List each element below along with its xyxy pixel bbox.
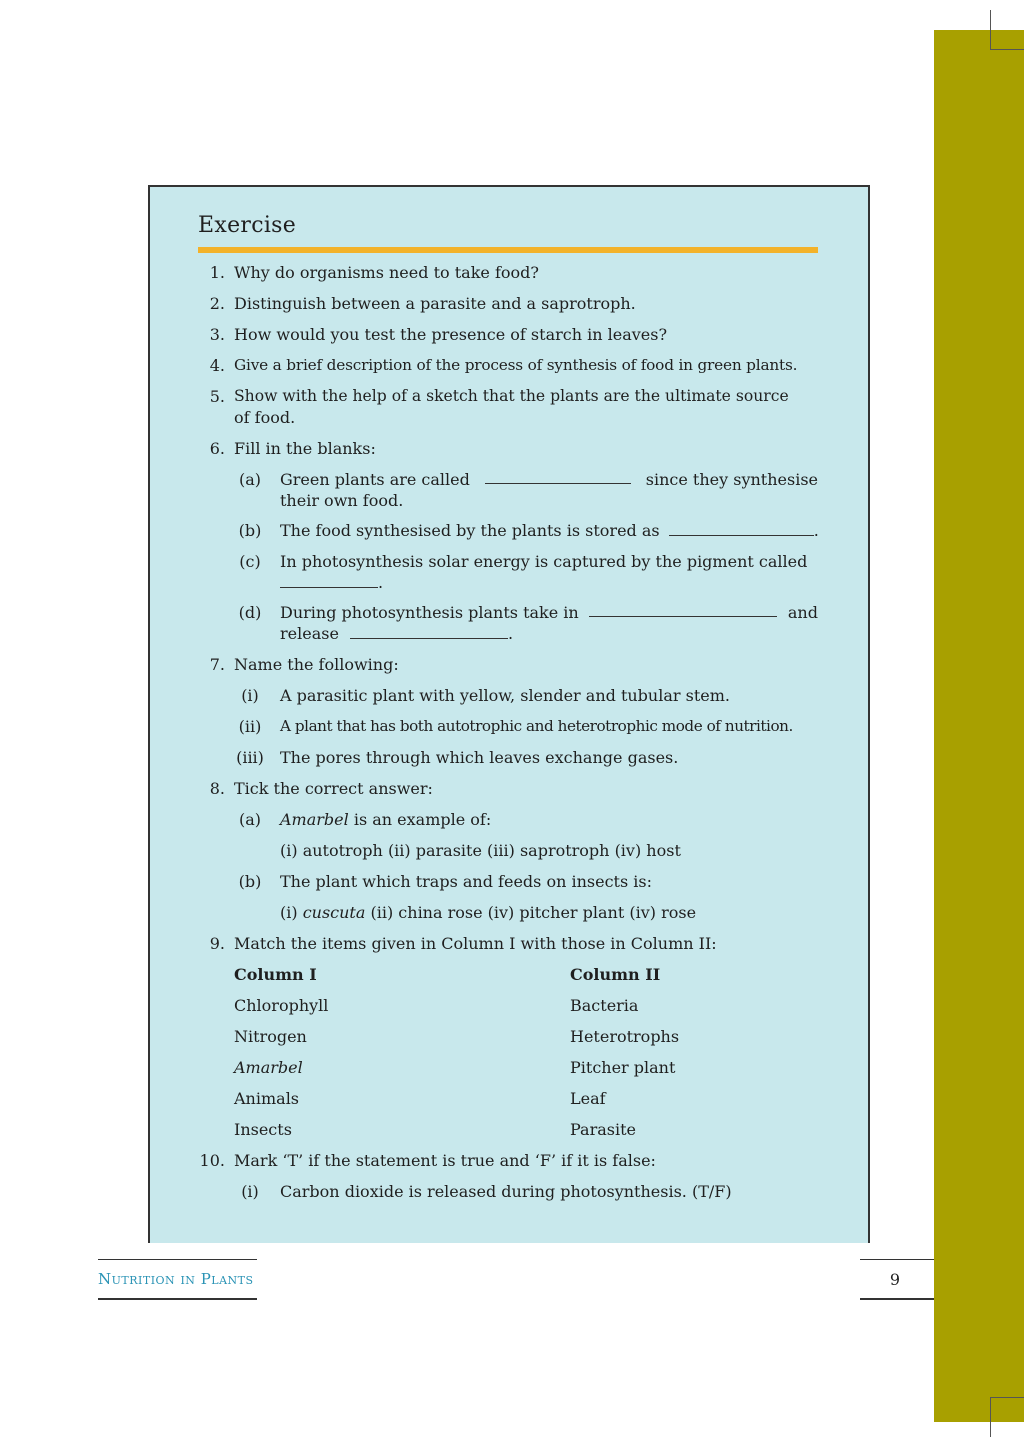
sub-label-text: (b): [238, 872, 262, 891]
blank-line: [350, 624, 508, 639]
question-text: Why do organisms need to take food?: [234, 263, 539, 282]
crop-mark: [990, 49, 1024, 50]
question-number: 5.: [209, 387, 225, 406]
title-underline-bar: [198, 247, 818, 253]
mcq-a-options: (i) autotroph (ii) parasite (iii) saprotroph (iv) host: [280, 841, 681, 860]
fill-blank-d-line2: [280, 623, 513, 644]
mcq-b-options: [280, 902, 696, 923]
mcq-text: is an example of:: [348, 810, 492, 829]
fill-blank-d: [280, 602, 818, 623]
question-number: 2.: [209, 294, 225, 313]
fill-end: .: [378, 573, 384, 592]
question-number: 7.: [209, 655, 225, 674]
crop-mark: [990, 1397, 991, 1437]
blank-line: [669, 521, 814, 536]
name-item-iii: The pores through which leaves exchange gases.: [280, 748, 679, 767]
question-number: 6.: [209, 439, 225, 458]
column-1-item: Chlorophyll: [234, 996, 329, 1015]
mcq-a-question: [280, 809, 491, 830]
option-text: (ii) china rose (iv) pitcher plant (iv) rose: [365, 903, 697, 922]
question-text: Fill in the blanks:: [234, 439, 376, 458]
crop-mark: [990, 10, 991, 50]
blank-line: [280, 573, 378, 588]
page-rule-top: [860, 1259, 934, 1260]
fill-blank-b: [280, 520, 819, 541]
italic-term: cuscuta: [302, 903, 366, 922]
sub-label-text: (b): [238, 521, 262, 540]
question-number: 4.: [209, 356, 225, 375]
question-number: 1.: [209, 263, 225, 282]
question-number: 9.: [209, 934, 225, 953]
question-text: How would you test the presence of starch in leaves?: [234, 325, 668, 344]
column-1-item: Animals: [234, 1089, 300, 1108]
mcq-b-question: The plant which traps and feeds on insects is:: [280, 872, 652, 891]
column-1-header: Column I: [234, 965, 317, 984]
question-text: Distinguish between a parasite and a saprotroph.: [234, 294, 636, 313]
column-1-item: Insects: [234, 1120, 292, 1139]
sub-label-text: (i): [241, 686, 259, 705]
fill-text: The food synthesised by the plants is stored as: [280, 521, 660, 540]
fill-text: During photosynthesis plants take in: [280, 603, 579, 622]
column-2-item: Parasite: [570, 1120, 636, 1139]
column-2-header: Column II: [570, 965, 661, 984]
fill-end: .: [508, 624, 514, 643]
question-text: Give a brief description of the process of synthesis of food in green plants.: [234, 356, 798, 374]
page-rule-bottom: [860, 1298, 934, 1300]
fill-text: and: [787, 603, 818, 622]
column-2-item: Heterotrophs: [570, 1027, 680, 1046]
fill-text-line2: their own food.: [280, 491, 404, 510]
footer-rule-top: [98, 1259, 257, 1260]
question-number: 3.: [209, 325, 225, 344]
fill-blank-c: In photosynthesis solar energy is captured by the pigment called: [280, 552, 808, 571]
exercise-box: [148, 185, 870, 1243]
question-number: 10.: [199, 1151, 225, 1170]
chapter-title: Nutrition in Plants: [98, 1270, 254, 1288]
blank-line: [485, 469, 631, 484]
fill-end: .: [813, 521, 819, 540]
question-text-line2: of food.: [234, 408, 296, 427]
column-1-item: Nitrogen: [234, 1027, 307, 1046]
column-2-item: Leaf: [570, 1089, 606, 1108]
question-text: Match the items given in Column I with those in Column II:: [234, 934, 717, 953]
italic-term: Amarbel: [280, 810, 349, 829]
column-2-item: Pitcher plant: [570, 1058, 676, 1077]
sub-label-text: (c): [239, 552, 261, 571]
page-number: 9: [889, 1270, 901, 1289]
side-color-band: [934, 30, 1024, 1422]
fill-text: Green plants are called: [280, 470, 470, 489]
fill-text: release: [280, 624, 339, 643]
option-text: (i): [280, 903, 303, 922]
exercise-title: Exercise: [198, 213, 297, 238]
fill-text: since they synthesise: [645, 470, 818, 489]
sub-label-text: (ii): [238, 717, 262, 736]
question-number: 8.: [209, 779, 225, 798]
name-item-ii: A plant that has both autotrophic and heterotrophic mode of nutrition.: [280, 717, 793, 735]
sub-label-text: (a): [238, 470, 262, 489]
question-text-line1: Show with the help of a sketch that the plants are the ultimate source: [234, 387, 789, 405]
question-text: Name the following:: [234, 655, 399, 674]
question-text: Mark ‘T’ if the statement is true and ‘F’ if it is false:: [234, 1151, 656, 1170]
sub-label-text: (iii): [236, 748, 264, 767]
sub-label-text: (a): [238, 810, 262, 829]
footer-rule-bottom: [98, 1298, 257, 1300]
name-item-i: A parasitic plant with yellow, slender and tubular stem.: [280, 686, 730, 705]
fill-blank-c-line2: [280, 572, 383, 593]
sub-label-text: (i): [241, 1182, 259, 1201]
true-false-item-i: Carbon dioxide is released during photosynthesis. (T/F): [280, 1182, 732, 1201]
fill-blank-a: [280, 469, 818, 490]
sub-label-text: (d): [238, 603, 262, 622]
crop-mark: [990, 1397, 1024, 1398]
question-text: Tick the correct answer:: [234, 779, 433, 798]
blank-line: [589, 602, 777, 617]
column-1-item: Amarbel: [234, 1058, 303, 1077]
column-2-item: Bacteria: [570, 996, 639, 1015]
